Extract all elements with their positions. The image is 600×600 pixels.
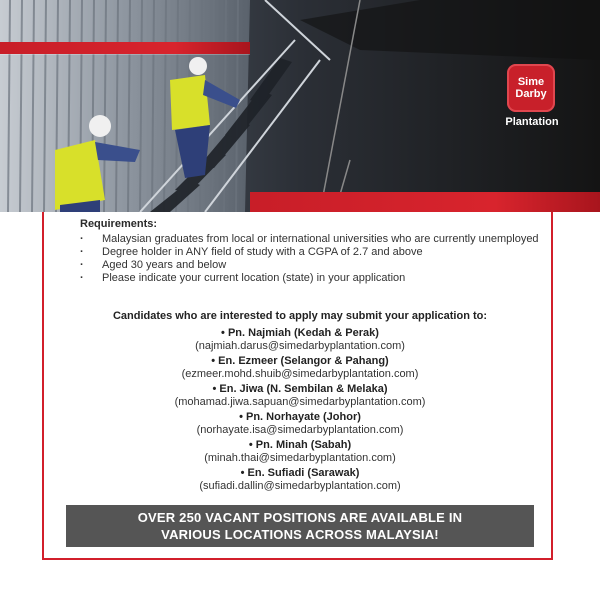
contact-email: (mohamad.jiwa.sapuan@simedarbyplantation.com) (174, 396, 426, 408)
contact-email: (najmiah.darus@simedarbyplantation.com) (195, 340, 405, 352)
requirements-section (80, 218, 540, 285)
requirement-item: · Aged 30 years and below (80, 259, 540, 272)
banner-line-2: VARIOUS LOCATIONS ACROSS MALAYSIA! (161, 527, 439, 542)
contact-name: • En. Ezmeer (Selangor & Pahang) (211, 355, 389, 367)
contact-list (60, 327, 540, 495)
contact-item (60, 467, 540, 493)
requirement-text: Degree holder in ANY field of study with a CGPA of 2.7 and above (102, 246, 423, 258)
contact-email: (minah.thai@simedarbyplantation.com) (204, 452, 396, 464)
contact-item (60, 383, 540, 409)
contact-email: (sufiadi.dallin@simedarbyplantation.com) (199, 480, 401, 492)
requirement-item: · Malaysian graduates from local or international universities who are currently unemployed (80, 233, 540, 246)
contact-name: • Pn. Minah (Sabah) (248, 439, 352, 451)
logo-subtitle: Plantation (505, 116, 559, 128)
logo-line-2: Darby (515, 88, 547, 100)
apply-instructions: Candidates who are interested to apply may submit your application to: (112, 310, 488, 322)
requirements-title: Requirements: (80, 218, 158, 230)
contact-item (60, 327, 540, 353)
requirement-item: · Please indicate your current location (state) in your application (80, 272, 540, 285)
contact-name: • En. Sufiadi (Sarawak) (240, 467, 360, 479)
contact-item (60, 411, 540, 437)
banner-line-1: OVER 250 VACANT POSITIONS ARE AVAILABLE IN (137, 510, 463, 525)
vacancy-banner (66, 505, 534, 547)
requirements-list (80, 233, 540, 285)
contact-name: • Pn. Norhayate (Johor) (239, 411, 361, 423)
requirement-item (80, 246, 540, 259)
sime-darby-logo (507, 64, 555, 112)
contact-email: (ezmeer.mohd.shuib@simedarbyplantation.com) (181, 368, 419, 380)
contact-name: • En. Jiwa (N. Sembilan & Melaka) (212, 383, 388, 395)
contact-name: • Pn. Najmiah (Kedah & Perak) (221, 327, 379, 339)
logo-line-1: Sime (517, 76, 545, 88)
contact-item (60, 355, 540, 381)
contact-item (60, 439, 540, 465)
contact-email: (norhayate.isa@simedarbyplantation.com) (196, 424, 404, 436)
